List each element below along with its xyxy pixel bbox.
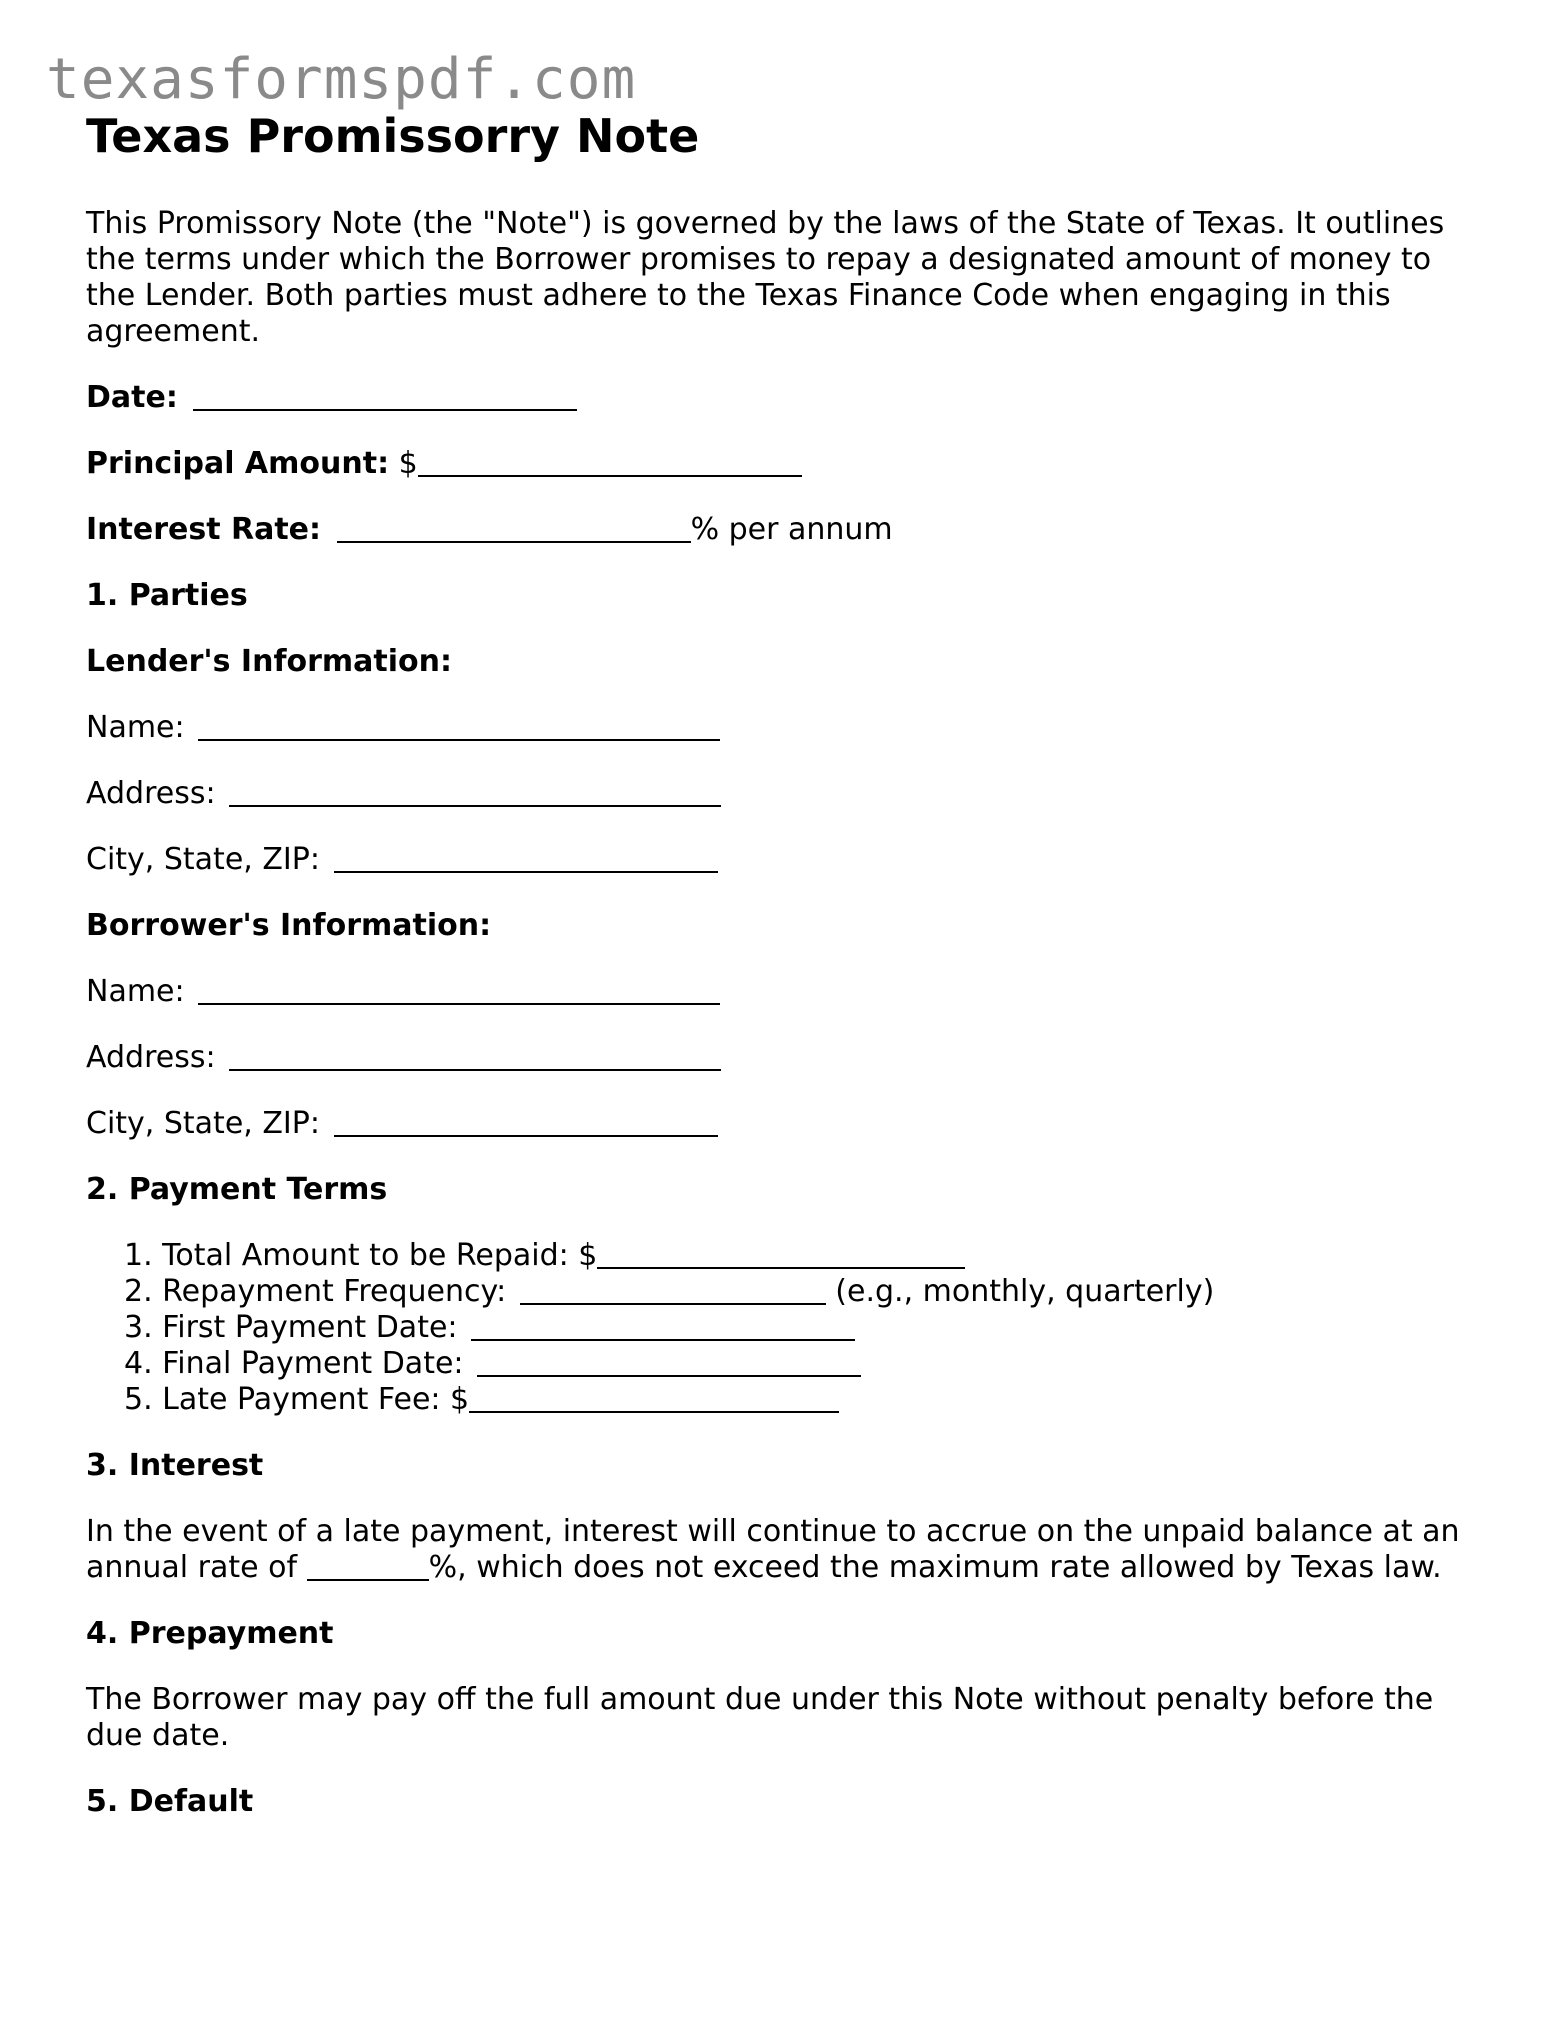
date-field	[86, 380, 1486, 416]
prepayment-paragraph: The Borrower may pay off the full amount due under this Note without penalty before the due date.	[86, 1682, 1434, 1753]
lender-city-label: City, State, ZIP:	[86, 842, 320, 877]
borrower-name-blank[interactable]	[198, 975, 720, 1005]
lender-city-blank[interactable]	[334, 843, 718, 873]
lender-city-field	[86, 842, 1486, 878]
date-blank[interactable]	[193, 381, 577, 411]
repayment-frequency-blank[interactable]	[520, 1275, 826, 1305]
watermark: texasformspdf.com	[46, 47, 637, 112]
lender-name-label: Name:	[86, 710, 185, 745]
payment-terms-heading: 2. Payment Terms	[86, 1172, 388, 1207]
list-item	[124, 1382, 1486, 1418]
list-item	[124, 1346, 1486, 1382]
interest-paragraph	[86, 1514, 1476, 1586]
default-heading: 5. Default	[86, 1784, 254, 1819]
repayment-frequency-label: 2. Repayment Frequency:	[124, 1274, 507, 1309]
lender-address-label: Address:	[86, 776, 216, 811]
repayment-frequency-hint: (e.g., monthly, quarterly)	[835, 1274, 1215, 1309]
lender-heading: Lender's Information:	[86, 644, 452, 679]
prepayment-heading: 4. Prepayment	[86, 1616, 334, 1651]
total-amount-label: 1. Total Amount to be Repaid: $	[124, 1238, 598, 1273]
payment-terms-list	[86, 1238, 1486, 1418]
final-payment-label: 4. Final Payment Date:	[124, 1346, 464, 1381]
borrower-address-label: Address:	[86, 1040, 216, 1075]
interest-text-before: In the event of a late payment, interest will continue to accrue on the unpaid balance at an annual rate of	[86, 1514, 1460, 1585]
list-item	[124, 1238, 1486, 1274]
interest-rate-suffix: % per annum	[690, 512, 893, 547]
interest-text-after: %, which does not exceed the maximum rate allowed by Texas law.	[428, 1550, 1442, 1585]
principal-label: Principal Amount:	[86, 446, 390, 481]
list-item	[124, 1274, 1486, 1310]
document-body	[86, 108, 1486, 1820]
interest-rate-blank[interactable]	[337, 513, 691, 543]
borrower-address-field	[86, 1040, 1486, 1076]
borrower-heading: Borrower's Information:	[86, 908, 492, 943]
intro-paragraph: This Promissory Note (the "Note") is governed by the laws of the State of Texas. It outlines the terms under which the Borrower promises to repay a designated amount of money to the Lender. Both parties must adhere to the Texas Finance Code when engaging in this agreement.	[86, 206, 1445, 349]
principal-prefix: $	[398, 446, 418, 481]
borrower-name-field	[86, 974, 1486, 1010]
first-payment-blank[interactable]	[471, 1311, 855, 1341]
first-payment-label: 3. First Payment Date:	[124, 1310, 458, 1345]
borrower-city-field	[86, 1106, 1486, 1142]
lender-name-field	[86, 710, 1486, 746]
borrower-address-blank[interactable]	[229, 1041, 721, 1071]
list-item	[124, 1310, 1486, 1346]
parties-heading: 1. Parties	[86, 578, 248, 613]
borrower-city-blank[interactable]	[334, 1107, 718, 1137]
late-interest-blank[interactable]	[307, 1551, 429, 1581]
interest-rate-field	[86, 512, 1486, 548]
date-label: Date:	[86, 380, 178, 415]
borrower-city-label: City, State, ZIP:	[86, 1106, 320, 1141]
lender-address-field	[86, 776, 1486, 812]
borrower-name-label: Name:	[86, 974, 185, 1009]
late-fee-blank[interactable]	[469, 1383, 839, 1413]
principal-blank[interactable]	[418, 447, 802, 477]
interest-heading: 3. Interest	[86, 1448, 264, 1483]
interest-rate-label: Interest Rate:	[86, 512, 322, 547]
lender-name-blank[interactable]	[198, 711, 720, 741]
final-payment-blank[interactable]	[477, 1347, 861, 1377]
total-amount-blank[interactable]	[597, 1239, 965, 1269]
lender-address-blank[interactable]	[229, 777, 721, 807]
principal-field	[86, 446, 1486, 482]
late-fee-label: 5. Late Payment Fee: $	[124, 1382, 470, 1417]
document-title: Texas Promissorry Note	[86, 109, 700, 163]
